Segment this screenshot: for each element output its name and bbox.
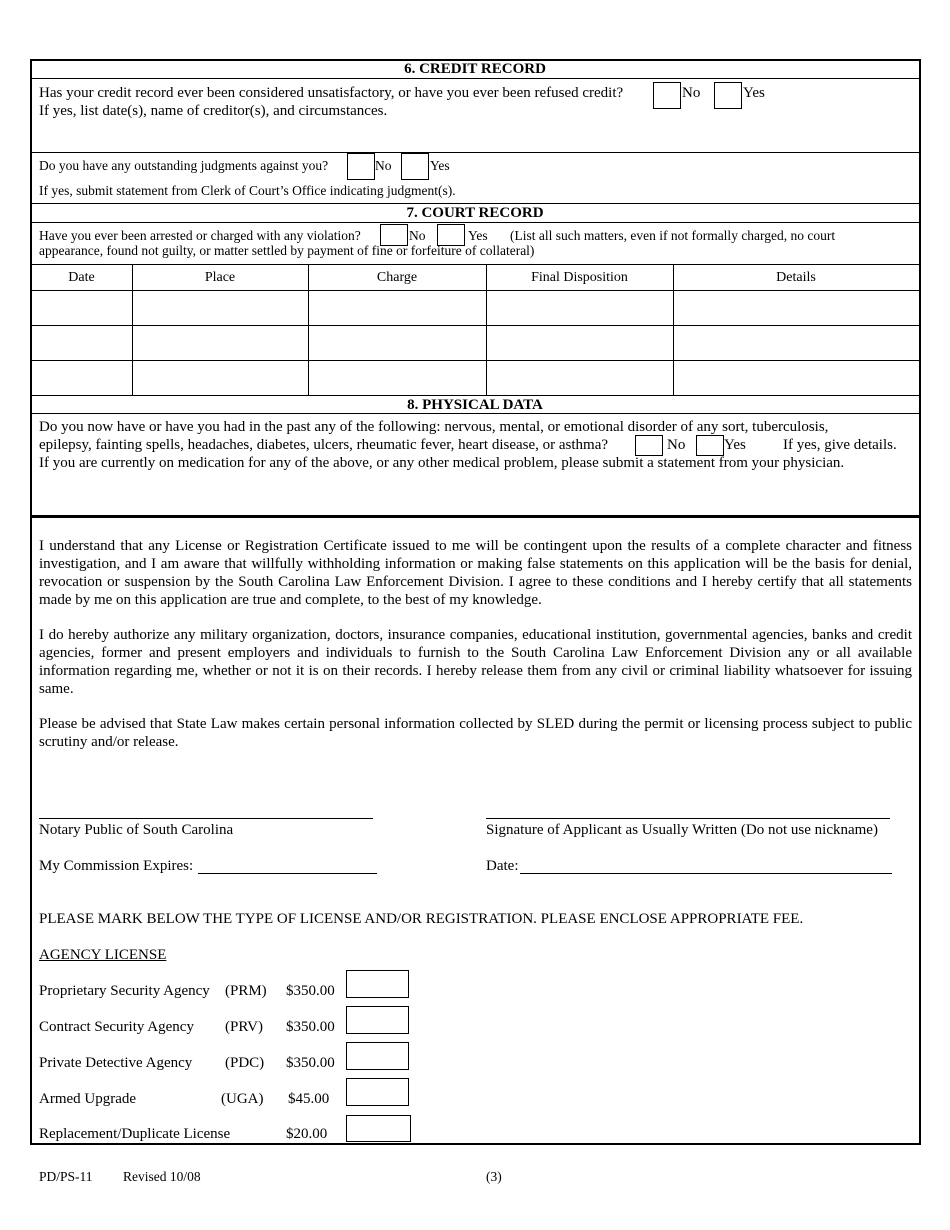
divider [30,152,920,153]
license-checkbox-pdc[interactable] [346,1042,409,1070]
page-number: (3) [486,1169,502,1184]
judgments-note: If yes, submit statement from Clerk of Court’s Office indicating judgment(s). [39,183,456,198]
notary-signature-line[interactable] [39,818,373,819]
divider [30,78,920,79]
license-name: Contract Security Agency [39,1019,194,1035]
physical-no-label: No [667,437,686,453]
privacy-notice-paragraph: Please be advised that State Law makes certain personal information collected by SLED during the permit or licensing process subject to public scrutiny and/or release. [39,716,912,750]
credit-yes-checkbox[interactable] [714,82,742,109]
authorization-paragraph: I do hereby authorize any military organization, doctors, insurance companies, educational institution, governmental agencies, banks and credit agencies, former and present employers and individuals to furnish to the South Carolina Law Enforcement Division any or all available information regarding me, whether or not it is on their records. I hereby release them from any civil or criminal liability whatsoever for issuing same. [39,627,912,697]
license-fee: $45.00 [288,1091,330,1107]
license-fee: $350.00 [286,1019,335,1035]
form-id: PD/PS-11 [39,1169,93,1184]
physical-details-prompt: If yes, give details. [783,437,897,453]
license-code: (PDC) [225,1055,265,1071]
column-header-details: Details [776,270,816,285]
table-row-divider [30,290,920,291]
date-label: Date: [486,858,519,874]
divider [30,222,920,223]
applicant-signature-label: Signature of Applicant as Usually Written (Do not use nickname) [486,822,878,838]
agency-license-title: AGENCY LICENSE [39,947,167,963]
certification-paragraph: I understand that any License or Registration Certificate issued to me will be contingent upon the results of a complete character and fitness investigation, and I am aware that willfully withholding information or making false statements on this application will be the basis for denial, revocation or suspension by the South Carolina Law Enforcement Division. I agree to these conditions and I hereby certify that all statements made by me on this application are true and complete, to the best of my knowledge. [39,538,912,608]
license-checkbox-prm[interactable] [346,970,409,998]
arrest-instructions-cont: appearance, found not guilty, or matter settled by payment of fine or forfeiture of collateral) [39,243,535,258]
credit-record-header: 6. CREDIT RECORD [404,61,546,77]
table-col-divider [132,264,133,395]
physical-medication-note: If you are currently on medication for any of the above, or any other medical problem, please submit a statement from your physician. [39,455,845,471]
license-fee: $20.00 [286,1126,328,1142]
credit-question-1: Has your credit record ever been considered unsatisfactory, or have you ever been refused credit? [39,85,624,101]
license-name: Armed Upgrade [39,1091,137,1107]
physical-question-line2: epilepsy, fainting spells, headaches, diabetes, ulcers, rheumatic fever, heart disease, or asthma? [39,437,609,453]
license-code: (PRV) [225,1019,263,1035]
physical-question-line1: Do you now have or have you had in the past any of the following: nervous, mental, or emotional disorder of any sort, tuberculosis, [39,419,829,435]
table-col-divider [308,264,309,395]
license-name: Proprietary Security Agency [39,983,210,999]
license-fee: $350.00 [286,1055,335,1071]
table-col-divider [486,264,487,395]
license-name: Private Detective Agency [39,1055,193,1071]
license-name: Replacement/Duplicate License [39,1126,231,1142]
table-row-divider [30,395,920,396]
frame-bottom [30,1143,921,1145]
revision-date: Revised 10/08 [123,1169,201,1184]
arrest-yes-label: Yes [468,228,488,243]
commission-expires-label: My Commission Expires: [39,858,194,874]
credit-no-checkbox[interactable] [653,82,681,109]
table-row-divider [30,360,920,361]
judgments-yes-label: Yes [430,158,450,173]
judgments-no-label: No [375,158,392,173]
judgments-yes-checkbox[interactable] [401,153,429,180]
table-col-divider [673,264,674,395]
commission-expires-field[interactable] [198,873,377,874]
judgments-no-checkbox[interactable] [347,153,375,180]
applicant-signature-line[interactable] [486,818,890,819]
arrest-instructions: (List all such matters, even if not formally charged, no court [510,228,836,243]
physical-no-checkbox[interactable] [635,435,663,456]
credit-question-1-details: If yes, list date(s), name of creditor(s), and circumstances. [39,103,388,119]
date-field[interactable] [520,873,892,874]
license-checkbox-prv[interactable] [346,1006,409,1034]
license-fee: $350.00 [286,983,335,999]
column-header-place: Place [204,270,236,285]
license-checkbox-replacement[interactable] [346,1115,411,1142]
table-row-divider [30,325,920,326]
arrest-no-label: No [409,228,426,243]
license-checkbox-uga[interactable] [346,1078,409,1106]
arrest-question: Have you ever been arrested or charged with any violation? [39,228,361,243]
divider [30,203,920,204]
physical-data-header: 8. PHYSICAL DATA [407,397,543,413]
license-code: (PRM) [225,983,267,999]
column-header-date: Date [68,270,95,285]
credit-yes-label: Yes [743,85,765,101]
physical-yes-checkbox[interactable] [696,435,724,456]
judgments-question: Do you have any outstanding judgments against you? [39,158,329,173]
column-header-final-disposition: Final Disposition [531,270,628,285]
physical-yes-label: Yes [724,437,746,453]
divider [30,413,920,414]
license-code: (UGA) [221,1091,264,1107]
section-divider [30,515,921,518]
license-instruction: PLEASE MARK BELOW THE TYPE OF LICENSE AND/OR REGISTRATION. PLEASE ENCLOSE APPROPRIATE FEE. [39,911,804,927]
column-header-charge: Charge [376,270,418,285]
court-record-header: 7. COURT RECORD [406,205,544,221]
notary-label: Notary Public of South Carolina [39,822,234,838]
divider [30,264,920,265]
credit-no-label: No [682,85,701,101]
